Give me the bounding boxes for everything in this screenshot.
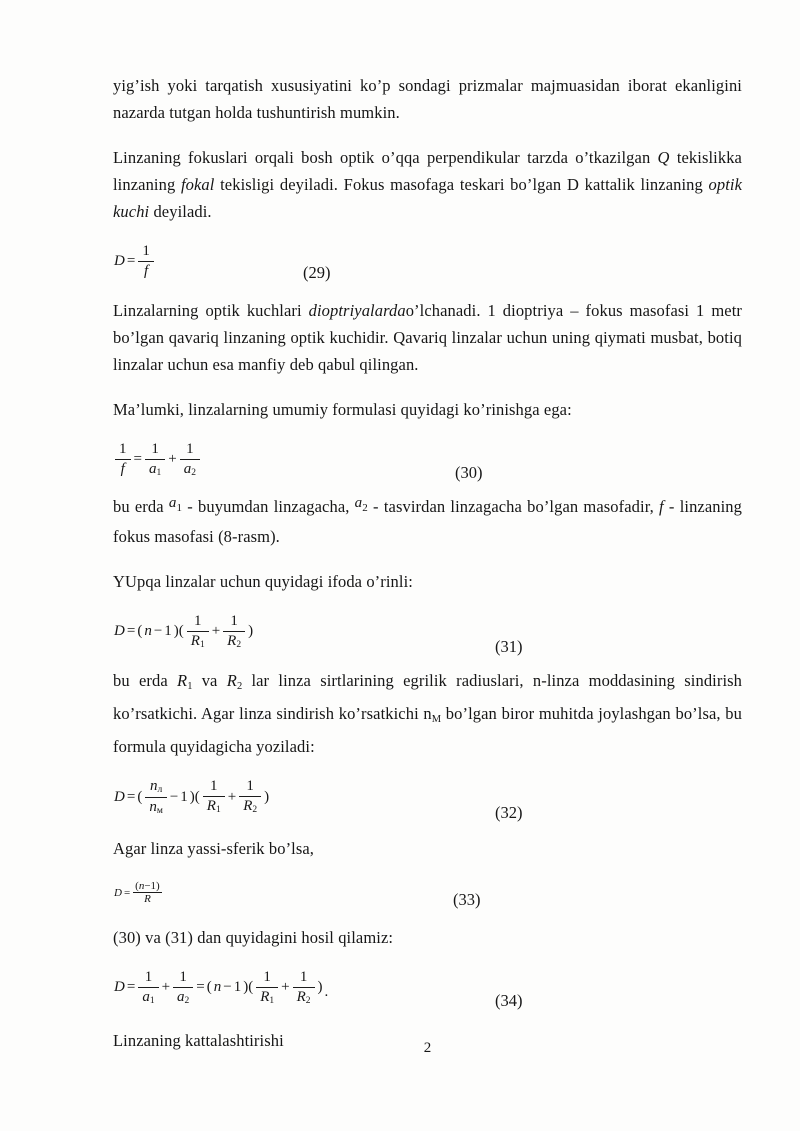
- equation-32-label: (32): [495, 802, 523, 822]
- fraction-numerator: [145, 778, 167, 798]
- text-run: f: [143, 263, 149, 280]
- text-run: a: [142, 989, 150, 1006]
- fraction-numerator: [203, 778, 225, 797]
- math-token: )(: [173, 623, 184, 640]
- fraction-numerator: [133, 880, 162, 894]
- equation-31-body: [113, 613, 254, 651]
- text-run: 1: [263, 968, 271, 985]
- fraction: [180, 441, 200, 479]
- equation-30-body: [113, 441, 202, 479]
- text-run: Linzalarning optik kuchlari: [113, 300, 309, 320]
- math-token: +: [227, 788, 237, 805]
- text-run: o’lchanadi. 1 dioptriya – fokus masofasi 1 metr bo’lgan qavariq linzaning optik kuchidir. Qavariq linzalar uchun uning qiymati musbat, botiq linzalar uchun esa manfiy deb qabul qilingan.: [113, 300, 742, 374]
- fraction: [223, 613, 245, 651]
- text-run: R: [144, 893, 151, 906]
- text-run: 1: [149, 996, 155, 1007]
- text-run: R: [177, 670, 188, 690]
- math-token: −: [169, 788, 179, 805]
- text-run: 1: [144, 968, 153, 985]
- math-token: D: [114, 979, 125, 996]
- equation-30: [113, 440, 742, 482]
- equation-34: [113, 968, 742, 1011]
- text-run: a: [183, 460, 192, 477]
- para-fokal-tekislik: [113, 144, 742, 225]
- equation-29-label: (29): [303, 262, 331, 282]
- math-token: .: [324, 984, 329, 1001]
- fraction-numerator: [180, 441, 200, 460]
- text-run: Linzaning fokuslari orqali bosh optik o’qqa perpendikular tarzda o’tkazilgan: [113, 148, 658, 167]
- text-run: −1): [144, 879, 160, 892]
- math-token: D: [114, 253, 125, 270]
- math-token: +: [211, 623, 221, 640]
- text-run: 2: [252, 805, 258, 816]
- equation-33-label: (33): [453, 890, 481, 909]
- fraction-numerator: [239, 778, 261, 797]
- fraction: [173, 969, 193, 1007]
- text-run: R: [227, 632, 237, 649]
- text-run: n: [149, 798, 157, 815]
- equation-31: [113, 612, 742, 656]
- fraction-numerator: [145, 441, 165, 460]
- fraction-numerator: [138, 243, 154, 262]
- text-run: f: [659, 496, 664, 516]
- text-run: a: [148, 460, 157, 477]
- equation-34-label: (34): [495, 991, 523, 1011]
- para-dioptriya: [113, 297, 742, 378]
- math-token: 1: [180, 788, 188, 805]
- fraction: [138, 969, 158, 1007]
- fraction-denominator: [133, 893, 162, 906]
- text-run: 1: [176, 501, 183, 514]
- para-yupqa-linzalar: [113, 568, 742, 595]
- text-run: 1: [246, 778, 254, 795]
- math-token: D: [114, 788, 125, 805]
- fraction-denominator: [145, 460, 165, 479]
- text-run: R: [226, 670, 237, 690]
- text-run: 1: [299, 968, 308, 985]
- text-run: tekislikka linzaning: [113, 148, 742, 194]
- text-run: fokal: [180, 175, 215, 194]
- text-run: lar linza sirtlarining egrilik radiuslari, n-linza moddasining sindirish ko’rsatkichi. Agar linza sindirish ko’rsatkichi n: [113, 670, 743, 723]
- text-run: a: [168, 494, 177, 511]
- text-run: a: [177, 989, 185, 1006]
- text-run: - linzaning fokus masofasi (8-rasm).: [113, 496, 742, 546]
- para-bu-erda-r: [113, 667, 742, 760]
- text-run: 2: [191, 467, 196, 478]
- math-token: =: [126, 623, 136, 640]
- math-token: D: [114, 886, 122, 899]
- fraction-numerator: [293, 969, 315, 988]
- text-run: R: [190, 632, 200, 649]
- math-token: +: [281, 979, 290, 996]
- para-bu-erda-a: [113, 493, 742, 550]
- text-run: (30) va (31) dan quyidagini hosil qilamiz:: [113, 927, 394, 947]
- fraction-denominator: [173, 988, 193, 1007]
- text-run: 1: [142, 243, 150, 259]
- text-run: R: [206, 798, 216, 815]
- text-run: R: [296, 989, 306, 1006]
- text-run: YUpqa linzalar uchun quyidagi ifoda o’rinli:: [113, 571, 413, 591]
- text-run: 1: [210, 778, 218, 795]
- math-token: +: [161, 979, 171, 996]
- text-run: tekisligi deyiladi. Fokus masofaga teskari bo’lgan D kattalik linzaning: [214, 175, 709, 194]
- fraction: [115, 441, 131, 479]
- text-run: Linzaning kattalashtirishi: [113, 1031, 284, 1051]
- math-token: =: [133, 450, 142, 467]
- text-run: 1: [269, 996, 275, 1007]
- para-hosil-qilamiz: [113, 924, 742, 951]
- text-run: bu erda: [113, 496, 169, 516]
- text-run: dioptriyalarda: [308, 300, 406, 320]
- fraction-denominator: [256, 988, 278, 1007]
- equation-32: [113, 777, 742, 822]
- math-token: =: [123, 886, 131, 899]
- equation-34-body: [113, 969, 329, 1007]
- fraction-denominator: [239, 797, 261, 816]
- math-token: ): [264, 788, 270, 805]
- equation-29-body: [113, 243, 156, 281]
- text-run: bu erda: [113, 670, 178, 690]
- math-token: −: [223, 979, 232, 996]
- fraction: [256, 969, 278, 1007]
- fraction-denominator: [138, 988, 158, 1007]
- text-run: Agar linza yassi-sferik bo’lsa,: [113, 838, 315, 858]
- text-run: м: [156, 805, 163, 816]
- text-run: 1: [151, 440, 159, 457]
- text-run: 2: [236, 680, 243, 692]
- fraction-denominator: [115, 460, 131, 478]
- fraction-numerator: [173, 969, 193, 988]
- text-run: 2: [305, 996, 311, 1007]
- fraction: [138, 243, 154, 281]
- text-run: 1: [156, 467, 162, 478]
- math-token: n: [213, 979, 222, 996]
- text-run: yig’ish yoki tarqatish xususiyatini ko’p sondagi prizmalar majmuasidan iborat ekanligini nazarda tutgan holda tushuntirish mumkin.: [113, 76, 742, 122]
- math-token: (: [137, 788, 143, 805]
- math-token: =: [126, 979, 136, 996]
- fraction-denominator: [180, 460, 200, 479]
- fraction: [203, 778, 225, 816]
- fraction-denominator: [138, 262, 154, 280]
- math-token: D: [114, 623, 125, 640]
- text-run: Ma’lumki, linzalarning umumiy formulasi quyidagi ko’rinishga ega:: [113, 399, 572, 419]
- text-run: M: [431, 713, 442, 725]
- text-run: n: [149, 777, 158, 794]
- fraction-numerator: [223, 613, 245, 632]
- text-run: bo’lgan biror muhitda joylashgan bo’lsa, bu formula quyidagicha yoziladi:: [113, 703, 742, 756]
- fraction: [293, 969, 315, 1007]
- fraction-numerator: [187, 613, 209, 632]
- fraction: [239, 778, 261, 816]
- math-token: )(: [243, 979, 254, 996]
- fraction: [145, 778, 167, 817]
- fraction: [145, 441, 165, 479]
- page-number: 2: [423, 1040, 432, 1056]
- equation-33-body: [113, 880, 164, 906]
- para-prizmalar: [113, 72, 742, 126]
- math-token: ): [248, 623, 254, 640]
- fraction-denominator: [187, 632, 209, 651]
- text-run: 2: [362, 501, 368, 514]
- text-run: л: [157, 784, 163, 795]
- text-run: n: [138, 879, 145, 892]
- text-run: a: [354, 494, 363, 511]
- math-token: =: [126, 788, 136, 805]
- text-run: 1: [193, 612, 202, 629]
- text-run: 2: [184, 996, 190, 1007]
- equation-33: [113, 879, 742, 909]
- equation-31-label: (31): [495, 636, 523, 656]
- text-run: 1: [186, 440, 194, 457]
- text-run: - buyumdan linzagacha,: [182, 496, 355, 516]
- text-run: 1: [199, 639, 205, 650]
- math-token: =: [196, 979, 205, 996]
- para-malumki: [113, 396, 742, 423]
- text-run: Q: [657, 148, 670, 167]
- text-run: 1: [119, 440, 127, 457]
- math-token: +: [168, 450, 177, 467]
- math-token: (: [137, 623, 143, 640]
- fraction-denominator: [203, 797, 225, 816]
- text-run: - tasvirdan linzagacha bo’lgan masofadir,: [367, 496, 660, 516]
- text-run: 1: [230, 612, 238, 629]
- fraction-denominator: [293, 988, 315, 1007]
- text-run: 1: [187, 680, 193, 692]
- text-run: 2: [236, 639, 242, 650]
- para-yassi-sferik: [113, 835, 742, 862]
- fraction-numerator: [115, 441, 131, 460]
- text-run: 1: [179, 968, 187, 985]
- text-run: 1: [215, 805, 221, 816]
- text-run: f: [120, 461, 125, 478]
- fraction: [187, 613, 209, 651]
- text-run: R: [260, 989, 270, 1006]
- fraction: [133, 880, 162, 906]
- text-run: (: [135, 879, 139, 892]
- math-token: 1: [164, 623, 172, 640]
- text-run: R: [243, 798, 253, 815]
- equation-32-body: [113, 778, 270, 817]
- text-run: va: [192, 670, 227, 690]
- text-run: optik kuchi: [113, 175, 742, 221]
- math-token: (: [206, 979, 212, 996]
- text-run: deyiladi.: [149, 202, 212, 221]
- fraction-denominator: [223, 632, 245, 651]
- math-token: 1: [233, 979, 242, 996]
- math-token: −: [153, 623, 163, 640]
- math-token: =: [126, 253, 136, 270]
- equation-30-label: (30): [455, 462, 483, 482]
- math-token: )(: [189, 788, 200, 805]
- math-token: n: [144, 623, 152, 640]
- fraction-numerator: [138, 969, 158, 988]
- math-token: ): [317, 979, 323, 996]
- equation-29: [113, 243, 742, 281]
- fraction-denominator: [145, 798, 167, 817]
- fraction-numerator: [256, 969, 278, 988]
